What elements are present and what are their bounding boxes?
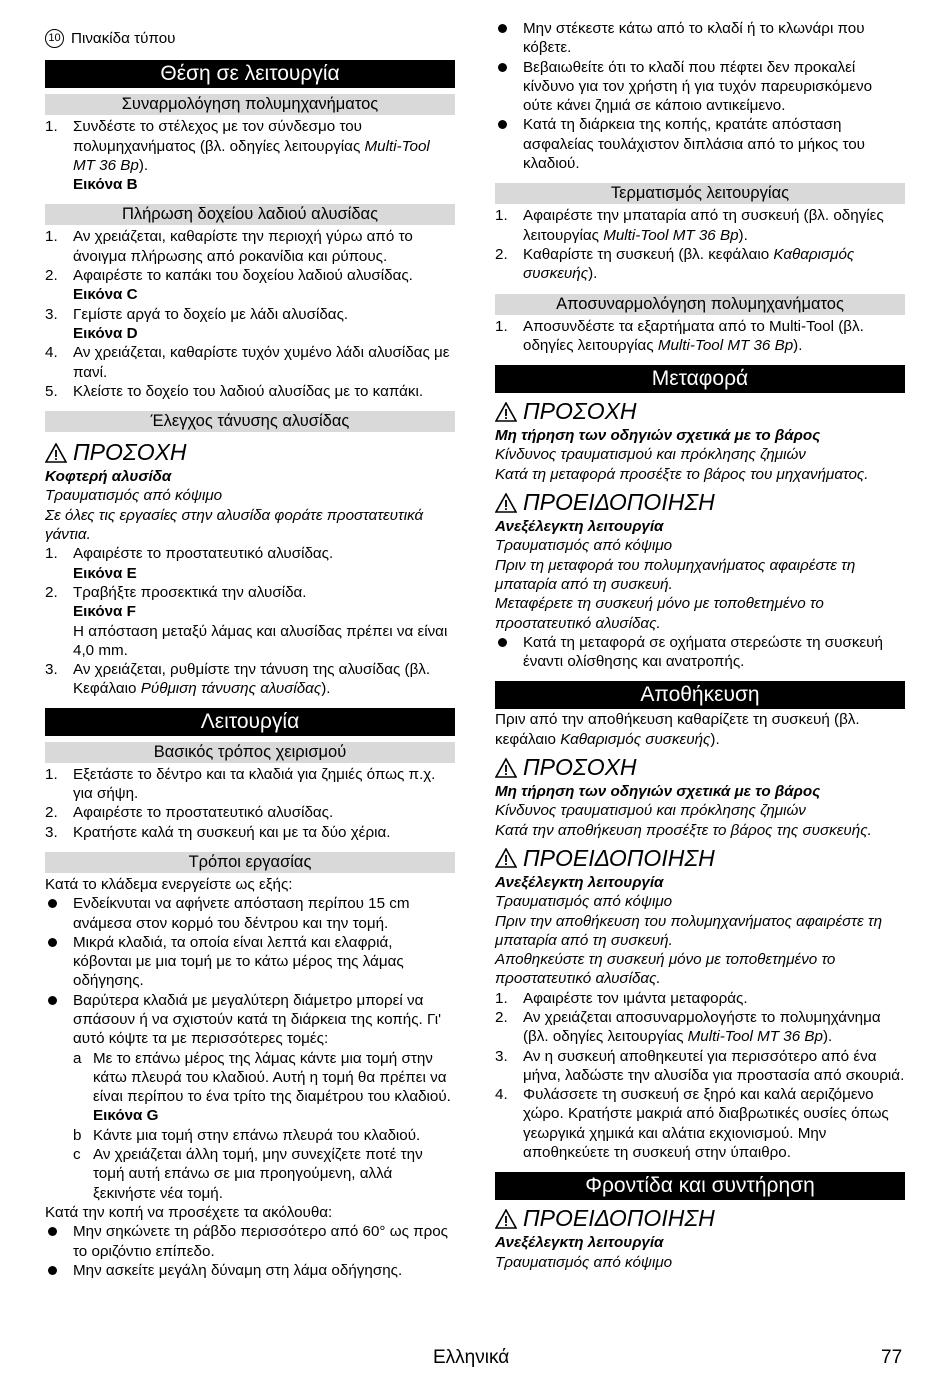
list-item xyxy=(495,19,905,58)
subsection-title-assembly: Συναρμολόγηση πολυμηχανήματος xyxy=(45,94,455,117)
step-text: Τραβήξτε προσεκτικά την αλυσίδα. xyxy=(73,583,307,601)
caution-label: ΠΡΟΣΟΧΗ xyxy=(523,754,637,781)
callout-number: 10 xyxy=(45,29,64,48)
caution-consequence: Κίνδυνος τραυματισμού και πρόκλησης ζημιών xyxy=(495,446,806,464)
list-item xyxy=(73,1126,455,1145)
caution-consequence: Τραυματισμός από κόψιμο xyxy=(45,487,223,505)
list-item xyxy=(45,266,455,305)
warning-triangle-icon xyxy=(495,848,517,868)
storage-intro-end: ). xyxy=(710,730,720,748)
step-number: 1. xyxy=(45,228,58,246)
bullet-icon xyxy=(48,996,57,1005)
warning-hazard: Ανεξέλεγκτη λειτουργία xyxy=(495,873,664,891)
list-item xyxy=(495,1047,905,1086)
list-item xyxy=(73,1145,455,1203)
figure-reference: Εικόνα C xyxy=(73,286,138,304)
step-text: Αφαιρέστε το καπάκι του δοχείου λαδιού αλυσίδας. xyxy=(73,267,413,285)
warning-heading xyxy=(495,844,905,873)
manual-reference: Multi-Tool MT 36 Bp xyxy=(603,226,739,244)
transport-bullets xyxy=(495,633,905,672)
step-text: Αποσυνδέστε τα εξαρτήματα από το Multi-Tool (βλ. οδηγίες λειτουργίας xyxy=(523,317,864,354)
caution-consequence: Κίνδυνος τραυματισμού και πρόκλησης ζημιών xyxy=(495,802,806,820)
caution-heading xyxy=(45,438,455,467)
cutting-bullets xyxy=(45,1222,455,1280)
subsection-title-end-operation: Τερματισμός λειτουργίας xyxy=(495,183,905,206)
page-number: 77 xyxy=(881,1347,903,1368)
figure-reference: Εικόνα F xyxy=(73,603,136,621)
assembly-steps xyxy=(45,117,455,194)
warning-consequence: Τραυματισμός από κόψιμο xyxy=(495,1253,673,1271)
type-plate-callout xyxy=(45,29,455,48)
list-item xyxy=(495,317,905,356)
manual-reference: Multi-Tool MT 36 Bp xyxy=(657,336,794,354)
step-number: 1. xyxy=(495,989,508,1007)
bullet-text: Κατά τη μεταφορά σε οχήματα στερεώστε τη συσκευή έναντι ολίσθησης και ανατροπής. xyxy=(523,633,883,671)
bullet-text: Μην ασκείτε μεγάλη δύναμη στη λάμα οδήγησης. xyxy=(73,1261,403,1279)
warning-instruction: Πριν την αποθήκευση του πολυμηχανήματος αφαιρέστε τη μπαταρία από τη συσκευή. xyxy=(495,912,882,949)
list-item xyxy=(495,245,905,284)
bullet-icon xyxy=(48,938,57,947)
chapter-reference: Καθαρισμός συσκευής xyxy=(560,730,711,748)
list-item xyxy=(45,1222,455,1261)
step-letter: b xyxy=(73,1126,82,1144)
bullet-text: Βαρύτερα κλαδιά με μεγαλύτερη διάμετρο μπορεί να σπάσουν ή να σχιστούν κατά τη διάρκεια της κοπής. Γι' αυτό κόψτε τα με περισσότερες τομές: xyxy=(73,991,441,1048)
caution-heading xyxy=(495,753,905,782)
figure-reference: Εικόνα D xyxy=(73,324,138,342)
list-item xyxy=(45,117,455,194)
left-column xyxy=(45,29,455,1280)
step-number: 4. xyxy=(45,344,58,362)
step-text: Φυλάσσετε τη συσκευή σε ξηρό και καλά αεριζόμενο χώρο. Κρατήστε μακριά από διαβρωτικές ουσίες όπως γεωργικά χημικά και αλάτια εκχιονισμού. Μην αποθηκεύετε τη συσκευή στην ύπαιθρο. xyxy=(523,1086,889,1162)
step-text: Κρατήστε καλά τη συσκευή και με τα δύο χέρια. xyxy=(73,823,391,841)
working-methods-bullets xyxy=(45,894,455,1203)
step-number: 1. xyxy=(495,207,508,225)
step-number: 2. xyxy=(45,267,58,285)
step-text: Αν χρειάζεται, καθαρίστε τυχόν χυμένο λάδι αλυσίδας με πανί. xyxy=(73,344,450,381)
caution-instruction: Κατά την αποθήκευση προσέξτε το βάρος της συσκευής. xyxy=(495,821,872,839)
subsection-title-oil-fill: Πλήρωση δοχείου λαδιού αλυσίδας xyxy=(45,204,455,227)
step-number: 1. xyxy=(45,545,58,563)
section-title-storage: Αποθήκευση xyxy=(495,681,905,709)
chapter-reference: Καθαρισμός συσκευής xyxy=(523,245,855,283)
warning-instruction: Αποθηκεύστε τη συσκευή μόνο με τοποθετημένο το προστατευτικό αλυσίδας. xyxy=(495,951,836,988)
warning-triangle-icon xyxy=(495,493,517,513)
footer-language: Ελληνικά xyxy=(433,1347,510,1368)
storage-steps xyxy=(495,989,905,1163)
warning-triangle-icon xyxy=(45,443,67,463)
oil-fill-steps xyxy=(45,227,455,401)
bullet-icon xyxy=(498,638,507,647)
step-text: Αφαιρέστε το προστατευτικό αλυσίδας. xyxy=(73,804,334,822)
warning-instruction: Μεταφέρετε τη συσκευή μόνο με τοποθετημένο το προστατευτικό αλυσίδας. xyxy=(495,595,824,632)
warning-triangle-icon xyxy=(495,758,517,778)
list-item xyxy=(45,933,455,991)
list-item xyxy=(45,583,455,660)
list-item xyxy=(45,305,455,344)
list-item xyxy=(73,1049,455,1126)
bullet-text: Βεβαιωθείτε ότι το κλαδί που πέφτει δεν προκαλεί κίνδυνο για τον χρήστη ή για τυχόν παρευρισκόμενο ούτε κάνει ζημιά σε κάποιο αντικείμενο. xyxy=(523,58,873,115)
list-item xyxy=(45,343,455,382)
caution-label: ΠΡΟΣΟΧΗ xyxy=(523,398,637,425)
caution-heading xyxy=(495,397,905,426)
list-item xyxy=(45,382,455,401)
step-text: Αν η συσκευή αποθηκευτεί για περισσότερο από ένα μήνα, λαδώστε την αλυσίδα για προστασία από σκουριά. xyxy=(523,1047,905,1084)
bullet-text: Ενδείκνυται να αφήνετε απόσταση περίπου 15 cm ανάμεσα στον κορμό του δέντρου και την τομή. xyxy=(73,895,410,932)
warning-triangle-icon xyxy=(495,1209,517,1229)
section-title-commissioning: Θέση σε λειτουργία xyxy=(45,60,455,88)
subsection-title-basic-handling: Βασικός τρόπος χειρισμού xyxy=(45,742,455,765)
warning-consequence: Τραυματισμός από κόψιμο xyxy=(495,893,673,911)
step-text: Με το επάνω μέρος της λάμας κάντε μια τομή στην κάτω πλευρά του κλαδιού. Αυτή η τομή θα πρέπει να είναι περίπου το ένα τρίτο της διαμέτρου του κλαδιού. xyxy=(93,1049,451,1106)
caution-label: ΠΡΟΣΟΧΗ xyxy=(73,439,187,466)
figure-reference: Εικόνα E xyxy=(73,564,137,582)
bullet-icon xyxy=(498,24,507,33)
step-number: 2. xyxy=(495,245,508,263)
step-number: 2. xyxy=(45,804,58,822)
warning-instruction: Πριν τη μεταφορά του πολυμηχανήματος αφαιρέστε τη μπαταρία από τη συσκευή. xyxy=(495,556,856,593)
bullet-icon xyxy=(498,120,507,129)
list-item xyxy=(495,206,905,245)
list-item xyxy=(45,823,455,842)
step-text-end: ). xyxy=(588,265,598,283)
step-letter: a xyxy=(73,1049,82,1067)
chapter-reference: Ρύθμιση τάνυσης αλυσίδας xyxy=(140,680,322,698)
caution-hazard: Μη τήρηση των οδηγιών σχετικά με το βάρος xyxy=(495,427,821,445)
step-text: Κάντε μια τομή στην επάνω πλευρά του κλαδιού. xyxy=(93,1126,421,1144)
list-item xyxy=(495,58,905,116)
step-text: Αφαιρέστε την μπαταρία από τη συσκευή (βλ. οδηγίες λειτουργίας xyxy=(523,207,884,244)
working-methods-intro: Κατά το κλάδεμα ενεργείστε ως εξής: xyxy=(45,875,293,893)
bullet-text: Μην στέκεστε κάτω από το κλαδί ή το κλωνάρι που κόβετε. xyxy=(523,20,865,57)
list-item xyxy=(45,894,455,933)
list-item xyxy=(45,660,455,699)
section-title-care-maintenance: Φροντίδα και συντήρηση xyxy=(495,1172,905,1200)
caution-instruction: Κατά τη μεταφορά προσέξτε το βάρος του μηχανήματος. xyxy=(495,465,869,483)
list-item xyxy=(495,1085,905,1162)
step-letter: c xyxy=(73,1146,81,1164)
warning-heading xyxy=(495,488,905,517)
step-text-end: ). xyxy=(738,226,748,244)
warning-triangle-icon xyxy=(495,402,517,422)
step-text: Αν χρειάζεται, ρυθμίστε την τάνυση της αλυσίδας (βλ. Κεφάλαιο xyxy=(73,661,431,698)
step-text-italic: Multi-Tool MT 36 Bp xyxy=(73,137,430,174)
figure-reference: Εικόνα G xyxy=(93,1107,159,1125)
callout-text: Πινακίδα τύπου xyxy=(71,30,176,47)
bullet-icon xyxy=(48,1266,57,1275)
step-text-end: ). xyxy=(321,680,331,698)
step-number: 4. xyxy=(495,1086,508,1104)
step-text: Αν χρειάζεται, καθαρίστε την περιοχή γύρω από το άνοιγμα πλήρωσης από ροκανίδια και ρύπους. xyxy=(73,228,413,265)
step-number: 3. xyxy=(45,823,58,841)
step-number: 1. xyxy=(45,765,58,783)
step-text: Γεμίστε αργά το δοχείο με λάδι αλυσίδας. xyxy=(73,305,349,323)
list-item xyxy=(495,989,905,1008)
step-number: 2. xyxy=(45,583,58,601)
figure-reference: Εικόνα B xyxy=(73,176,138,194)
step-text: Αν χρειάζεται άλλη τομή, μην συνεχίζετε ποτέ την τομή αυτή επάνω σε μια προηγούμενη, αλλά ξεκινήστε νέα τομή. xyxy=(93,1146,423,1202)
warning-hazard: Ανεξέλεγκτη λειτουργία xyxy=(495,1234,664,1252)
caution-instruction: Σε όλες τις εργασίες στην αλυσίδα φοράτε προστατευτικά γάντια. xyxy=(45,506,424,544)
step-text: Κλείστε το δοχείο του λαδιού αλυσίδας με το καπάκι. xyxy=(73,382,424,400)
step-text: Αφαιρέστε το προστατευτικό αλυσίδας. xyxy=(73,545,334,563)
bullet-icon xyxy=(498,63,507,72)
step-number: 2. xyxy=(495,1008,508,1026)
list-item xyxy=(495,1008,905,1047)
storage-intro-text: Πριν από την αποθήκευση καθαρίζετε τη συσκευή (βλ. κεφάλαιο xyxy=(495,711,860,748)
section-title-operation: Λειτουργία xyxy=(45,708,455,736)
subsection-title-chain-tension: Έλεγχος τάνυσης αλυσίδας xyxy=(45,411,455,434)
cutting-sub-steps xyxy=(73,1049,455,1203)
cutting-note: Κατά την κοπή να προσέχετε τα ακόλουθα: xyxy=(45,1203,333,1221)
step-text: Εξετάστε το δέντρο και τα κλαδιά για ζημιές όπως π.χ. για σήψη. xyxy=(73,765,436,803)
safety-bullets xyxy=(495,19,905,173)
right-column xyxy=(495,19,905,1272)
bullet-text: Μην σηκώνετε τη ράβδο περισσότερο από 60° ως προς το οριζόντιο επίπεδο. xyxy=(73,1223,449,1260)
basic-handling-steps xyxy=(45,765,455,842)
warning-hazard: Ανεξέλεγκτη λειτουργία xyxy=(495,518,664,536)
step-text: Αν χρειάζεται αποσυναρμολογήστε το πολυμηχάνημα (βλ. οδηγίες λειτουργίας xyxy=(523,1008,881,1046)
step-number: 3. xyxy=(495,1047,508,1065)
step-number: 5. xyxy=(45,382,58,400)
step-number: 1. xyxy=(45,118,58,136)
list-item xyxy=(495,115,905,173)
step-number: 3. xyxy=(45,305,58,323)
caution-hazard: Κοφτερή αλυσίδα xyxy=(45,468,172,486)
step-text-end: ). xyxy=(823,1028,833,1046)
warning-label: ΠΡΟΕΙΔΟΠΟΙΗΣΗ xyxy=(523,1205,715,1232)
step-text: Συνδέστε το στέλεχος με τον σύνδεσμο του πολυμηχανήματος (βλ. οδηγίες λειτουργίας xyxy=(73,118,365,155)
step-note: Η απόσταση μεταξύ λάμας και αλυσίδας πρέπει να είναι 4,0 mm. xyxy=(73,622,448,659)
list-item xyxy=(45,765,455,804)
list-item xyxy=(45,544,455,583)
step-text-end: ). xyxy=(793,336,803,354)
step-number: 1. xyxy=(495,317,508,335)
list-item xyxy=(495,633,905,672)
step-number: 3. xyxy=(45,661,58,679)
section-title-transport: Μεταφορά xyxy=(495,365,905,393)
end-operation-steps xyxy=(495,206,905,283)
subsection-title-working-methods: Τρόποι εργασίας xyxy=(45,852,455,875)
chain-tension-steps xyxy=(45,544,455,698)
step-text-end: ). xyxy=(138,156,149,174)
bullet-icon xyxy=(48,899,57,908)
bullet-text: Κατά τη διάρκεια της κοπής, κρατάτε απόσταση ασφαλείας τουλάχιστον διπλάσια από το μήκος του κλαδιού. xyxy=(523,116,865,173)
caution-hazard: Μη τήρηση των οδηγιών σχετικά με το βάρος xyxy=(495,783,821,801)
step-text: Καθαρίστε τη συσκευή (βλ. κεφάλαιο xyxy=(523,245,774,263)
subsection-title-disassembly: Αποσυναρμολόγηση πολυμηχανήματος xyxy=(495,294,905,317)
warning-label: ΠΡΟΕΙΔΟΠΟΙΗΣΗ xyxy=(523,489,715,516)
disassembly-steps xyxy=(495,317,905,356)
step-text: Αφαιρέστε τον ιμάντα μεταφοράς. xyxy=(523,989,748,1007)
warning-consequence: Τραυματισμός από κόψιμο xyxy=(495,537,673,555)
bullet-icon xyxy=(48,1227,57,1236)
manual-reference: Multi-Tool MT 36 Bp xyxy=(687,1028,823,1046)
bullet-text: Μικρά κλαδιά, τα οποία είναι λεπτά και ελαφριά, κόβονται με μια τομή με το κάτω μέρος της λάμας οδήγησης. xyxy=(73,933,404,990)
list-item xyxy=(45,803,455,822)
list-item xyxy=(45,227,455,266)
warning-label: ΠΡΟΕΙΔΟΠΟΙΗΣΗ xyxy=(523,844,715,871)
warning-heading xyxy=(495,1204,905,1233)
list-item xyxy=(45,991,455,1203)
list-item xyxy=(45,1261,455,1280)
storage-intro xyxy=(495,710,905,749)
